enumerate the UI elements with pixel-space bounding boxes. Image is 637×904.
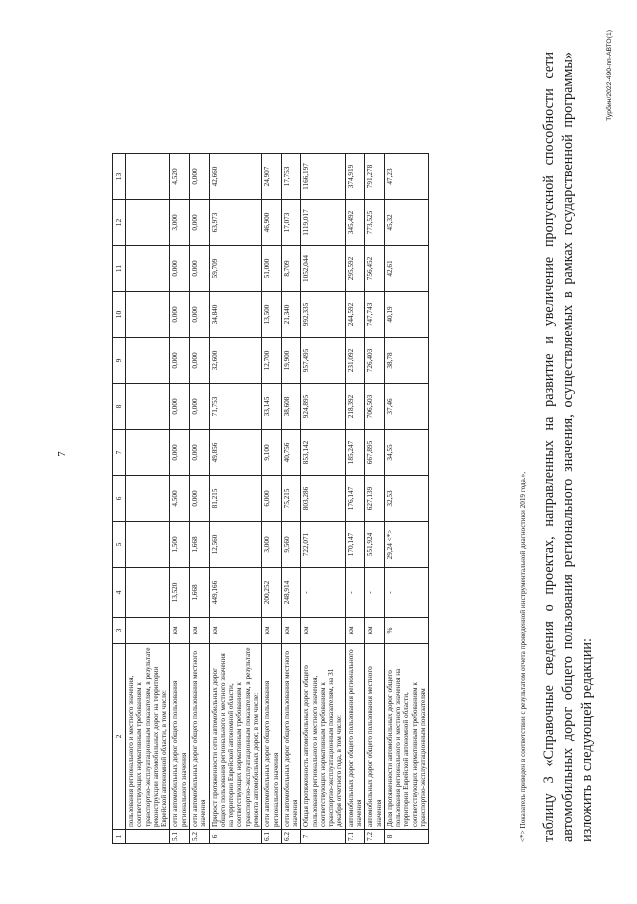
value-cell: 9,560 [281, 522, 301, 568]
header-cell: 9 [113, 338, 126, 384]
row-indicator-name: Общая протяженность автомобильных дорог общего пользования регионального и местного значения, соответствующих нормативным требованиям к транспортно-эксплуатационным показателям, на 31 декабря отчетного года, в том числе: [301, 644, 345, 830]
table-row [170, 154, 190, 844]
value-cell: 32,53 [384, 476, 428, 522]
row-unit: км [262, 618, 282, 644]
value-cell: 1052,044 [301, 246, 345, 292]
table-row [384, 154, 428, 844]
value-cell: 59,709 [209, 246, 262, 292]
header-cell: 1 [113, 830, 126, 844]
header-cell: 12 [113, 200, 126, 246]
value-cell: 34,55 [384, 430, 428, 476]
table-row [262, 154, 282, 844]
value-cell [126, 338, 170, 384]
row-number: 6.1 [262, 830, 282, 844]
value-cell: 218,392 [345, 384, 365, 430]
row-unit: км [189, 618, 209, 644]
value-cell [126, 430, 170, 476]
value-cell [126, 154, 170, 200]
value-cell: 1,500 [170, 522, 190, 568]
header-cell: 11 [113, 246, 126, 292]
value-cell: 345,492 [345, 200, 365, 246]
header-cell: 6 [113, 476, 126, 522]
header-cell: 10 [113, 292, 126, 338]
row-indicator-name: Доля протяженности автомобильных дорог общего пользования регионального и местного значения на территории Еврейской автономной области, соответствующих нормативным требованиям к транспортно-эксплуатационным показателям [384, 644, 428, 830]
value-cell: 0,000 [189, 430, 209, 476]
value-cell: 756,452 [365, 246, 385, 292]
value-cell: 51,000 [262, 246, 282, 292]
value-cell: 38,608 [281, 384, 301, 430]
value-cell: 924,895 [301, 384, 345, 430]
value-cell: 40,19 [384, 292, 428, 338]
value-cell: 200,252 [262, 568, 282, 618]
value-cell: 71,753 [209, 384, 262, 430]
value-cell: 1119,017 [301, 200, 345, 246]
value-cell: 1166,197 [301, 154, 345, 200]
value-cell: - [384, 568, 428, 618]
value-cell: 0,000 [189, 338, 209, 384]
value-cell: 3,000 [262, 522, 282, 568]
row-number: 7 [301, 830, 345, 844]
row-unit: км [345, 618, 365, 644]
header-cell: 4 [113, 568, 126, 618]
table-header-row [113, 154, 126, 844]
value-cell: 3,000 [170, 200, 190, 246]
value-cell: 185,247 [345, 430, 365, 476]
value-cell: 42,61 [384, 246, 428, 292]
value-cell: 706,503 [365, 384, 385, 430]
header-cell: 3 [113, 618, 126, 644]
value-cell: 627,139 [365, 476, 385, 522]
value-cell [126, 246, 170, 292]
value-cell: 75,215 [281, 476, 301, 522]
row-number: 5.2 [189, 830, 209, 844]
row-unit: км [365, 618, 385, 644]
table-footnote: <*> Показатель приведен в соответствии с результатом отчета проведенной инструментальной диагностики 2019 года.», [519, 472, 527, 842]
indicator-table [112, 153, 429, 844]
row-unit: % [384, 618, 428, 644]
value-cell: 0,000 [189, 292, 209, 338]
value-cell: 957,495 [301, 338, 345, 384]
value-cell: 0,000 [189, 246, 209, 292]
value-cell: 853,142 [301, 430, 345, 476]
value-cell: - [345, 568, 365, 618]
value-cell: 0,000 [189, 154, 209, 200]
row-indicator-name: пользования регионального и местного значения, соответствующих нормативным требованиям к транспортно-эксплуатационным показателям, в результате реконструкции автомобильных дорог на территории Еврейской автономной области, в том числе: [126, 644, 170, 830]
row-unit [126, 618, 170, 644]
value-cell [126, 568, 170, 618]
table-row [126, 154, 170, 844]
value-cell: 13,520 [170, 568, 190, 618]
value-cell: 176,147 [345, 476, 365, 522]
value-cell: 81,215 [209, 476, 262, 522]
value-cell: 773,525 [365, 200, 385, 246]
value-cell: 6,000 [262, 476, 282, 522]
rotated-page-content [48, 22, 628, 882]
value-cell: 29,24 <*> [384, 522, 428, 568]
value-cell: 449,166 [209, 568, 262, 618]
amendment-paragraph: таблицу 3 «Справочные сведения о проектах, направленных на развитие и увеличение пропускной способности сети автомобильных дорог общего пользования регионального значения, осуществляемых в рамках государственной программы» изложить в следующей редакции: [541, 52, 595, 842]
value-cell: 38,78 [384, 338, 428, 384]
value-cell: 17,073 [281, 200, 301, 246]
value-cell: 46,900 [262, 200, 282, 246]
value-cell: 0,000 [170, 292, 190, 338]
value-cell: 0,000 [170, 430, 190, 476]
value-cell [126, 200, 170, 246]
header-cell: 2 [113, 644, 126, 830]
value-cell: 24,907 [262, 154, 282, 200]
value-cell: 49,856 [209, 430, 262, 476]
value-cell: 992,335 [301, 292, 345, 338]
value-cell: 244,592 [345, 292, 365, 338]
header-cell: 7 [113, 430, 126, 476]
value-cell: 0,000 [170, 384, 190, 430]
document-code: Турбин/2022-490-пп-АВТО(1) [606, 30, 613, 121]
value-cell: 9,100 [262, 430, 282, 476]
value-cell: 0,000 [189, 384, 209, 430]
table-row [345, 154, 365, 844]
row-indicator-name: сети автомобильных дорог общего пользования местного значения [189, 644, 209, 830]
value-cell: 1,668 [189, 522, 209, 568]
value-cell: 667,895 [365, 430, 385, 476]
value-cell [126, 522, 170, 568]
value-cell: 42,660 [209, 154, 262, 200]
value-cell: 747,743 [365, 292, 385, 338]
row-number: 5.1 [170, 830, 190, 844]
header-cell: 8 [113, 384, 126, 430]
value-cell: 551,924 [365, 522, 385, 568]
row-number: 6.2 [281, 830, 301, 844]
value-cell: 19,900 [281, 338, 301, 384]
value-cell: 295,592 [345, 246, 365, 292]
value-cell: 0,000 [189, 200, 209, 246]
value-cell: 8,709 [281, 246, 301, 292]
row-indicator-name: автомобильных дорог общего пользования местного значения [365, 644, 385, 830]
row-indicator-name: сети автомобильных дорог общего пользования регионального значения [262, 644, 282, 830]
value-cell: 791,278 [365, 154, 385, 200]
row-number: 7.2 [365, 830, 385, 844]
row-unit: км [170, 618, 190, 644]
page-number: 7 [56, 451, 68, 457]
row-number: 6 [209, 830, 262, 844]
value-cell: 248,914 [281, 568, 301, 618]
value-cell [126, 384, 170, 430]
row-unit: км [209, 618, 262, 644]
table-row [301, 154, 345, 844]
value-cell: 63,973 [209, 200, 262, 246]
value-cell: 17,753 [281, 154, 301, 200]
value-cell: - [301, 568, 345, 618]
table-row [365, 154, 385, 844]
value-cell: 4,500 [170, 476, 190, 522]
value-cell: 0,000 [170, 338, 190, 384]
value-cell: 12,560 [209, 522, 262, 568]
value-cell: 722,071 [301, 522, 345, 568]
value-cell: 803,286 [301, 476, 345, 522]
value-cell: 4,520 [170, 154, 190, 200]
value-cell: 12,700 [262, 338, 282, 384]
value-cell: 13,500 [262, 292, 282, 338]
row-indicator-name: сети автомобильных дорог общего пользования местного значения [281, 644, 301, 830]
row-unit: км [281, 618, 301, 644]
header-cell: 5 [113, 522, 126, 568]
value-cell: 47,23 [384, 154, 428, 200]
header-cell: 13 [113, 154, 126, 200]
value-cell [126, 292, 170, 338]
row-indicator-name: сети автомобильных дорог общего пользования регионального значения [170, 644, 190, 830]
table-row [281, 154, 301, 844]
value-cell: 32,600 [209, 338, 262, 384]
value-cell: 231,092 [345, 338, 365, 384]
value-cell: 374,919 [345, 154, 365, 200]
row-number: 7.1 [345, 830, 365, 844]
row-number: 8 [384, 830, 428, 844]
value-cell: 170,147 [345, 522, 365, 568]
value-cell: 37,46 [384, 384, 428, 430]
row-indicator-name: Прирост протяженности сети автомобильных дорог общего пользования регионального и местного значения на территории Еврейской автономной области, соответствующих нормативным требованиям к транспортно-эксплуатационным показателям, в результате ремонта автомобильных дорог, в том числе: [209, 644, 262, 830]
value-cell: 33,145 [262, 384, 282, 430]
value-cell: 40,756 [281, 430, 301, 476]
row-number [126, 830, 170, 844]
value-cell: 0,000 [170, 246, 190, 292]
row-indicator-name: автомобильных дорог общего пользования регионального значения [345, 644, 365, 830]
table-row [209, 154, 262, 844]
value-cell: 726,403 [365, 338, 385, 384]
value-cell: - [365, 568, 385, 618]
value-cell [126, 476, 170, 522]
table-row [189, 154, 209, 844]
value-cell: 1,668 [189, 568, 209, 618]
value-cell: 45,32 [384, 200, 428, 246]
value-cell: 34,840 [209, 292, 262, 338]
value-cell: 0,000 [189, 476, 209, 522]
row-unit: км [301, 618, 345, 644]
value-cell: 21,340 [281, 292, 301, 338]
